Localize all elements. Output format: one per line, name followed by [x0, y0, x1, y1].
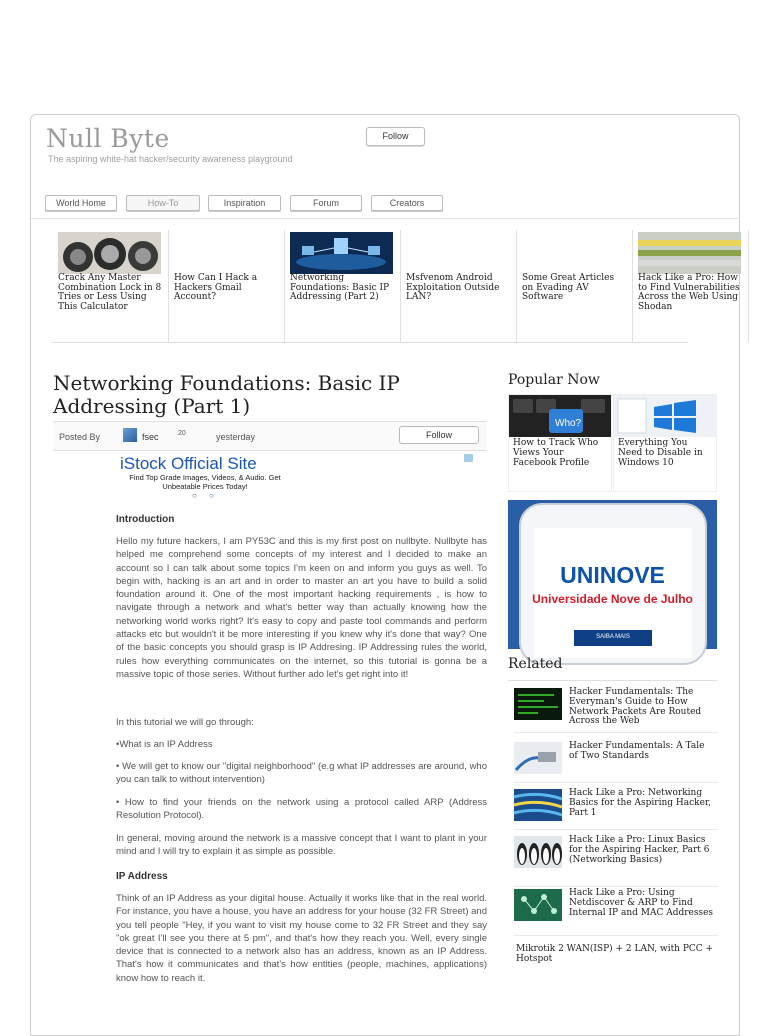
related-item[interactable] — [514, 742, 718, 783]
follow-site-button[interactable]: Follow — [366, 127, 425, 146]
strip-card[interactable] — [400, 230, 517, 342]
strip-card[interactable] — [632, 230, 749, 342]
nav-forum[interactable]: Forum — [290, 195, 362, 211]
nav-world-home[interactable]: World Home — [45, 195, 117, 211]
ad-pager-dots[interactable]: ○ ○ — [192, 491, 219, 500]
penguins-image — [514, 836, 562, 868]
strip-card-title: Hack Like a Pro: How to Find Vulnerabilities Across the Web Using Shodan — [638, 273, 740, 312]
strip-card-title: Msfvenom Android Exploitation Outside LAN? — [406, 273, 500, 303]
intro-paragraph: Hello my future hackers, I am PY53C and this is my first post on nullbyte. Nullbyte has helped me comprehend some concepts of my interest and I decided to make an account so I can talk about some topics I'm keen on and inform you guys as well. To begin with, hacking is an art and in order to master an art you have to build a solid foundation around it. One of the most important hacking requirements , is how to navigate through a network and what's better way than actually knowing how the networking world works right? It's easy to copy and paste tool commands and perform attacks etc but wouldn't it be more interesting if you knew why it's done that way? One of the basic concepts you should grasp is IP Addresing. IP Addressing rules the world, rules how everything communicates on the internet, so this tutorial is gonna be a massive topic of those series. Without further ado let's get right into it! — [116, 536, 487, 680]
article-meta — [53, 421, 487, 451]
bullet-item: • How to find your friends on the network using a protocol called ARP (Address Resolution Protocol). — [116, 797, 487, 822]
strip-card[interactable] — [168, 230, 285, 342]
author-name[interactable]: fsec — [142, 432, 159, 442]
nav-creators[interactable]: Creators — [371, 195, 443, 211]
uninove-subtitle: Universidade Nove de Julho — [532, 592, 693, 606]
ad-headline[interactable]: iStock Official Site — [120, 454, 257, 473]
svg-text:Who?: Who? — [555, 418, 582, 429]
ad-subline: Find Top Grade Images, Videos, & Audio. Get Unbeatable Prices Today! — [129, 473, 281, 491]
site-title[interactable]: Null Byte — [46, 124, 170, 153]
posted-by-label: Posted By — [59, 432, 101, 442]
section-heading: Introduction — [116, 514, 175, 525]
network-map-image — [514, 889, 562, 921]
combination-locks-thumbnail — [58, 232, 161, 274]
network-cables-thumbnail — [638, 232, 741, 274]
nav-how-to[interactable]: How-To — [126, 195, 200, 211]
strip-card-title: Some Great Articles on Evading AV Software — [522, 273, 615, 303]
istock-ad[interactable] — [115, 452, 477, 502]
tutorial-intro: In this tutorial we will go through: — [116, 717, 254, 728]
featured-strip — [52, 230, 740, 343]
popular-now-heading: Popular Now — [508, 372, 600, 388]
related-heading: Related — [508, 656, 563, 672]
strip-card[interactable] — [516, 230, 633, 342]
related-item-title: Hack Like a Pro: Linux Basics for the Aspiring Hacker, Part 6 (Networking Basics) — [569, 835, 710, 865]
network-cables-image — [514, 789, 562, 821]
author-avatar[interactable] — [123, 428, 137, 442]
popular-item[interactable] — [613, 394, 717, 492]
uninove-ad[interactable] — [508, 500, 717, 649]
uninove-cta[interactable]: SAIBA MAIS — [596, 634, 630, 640]
bullet-item: • We will get to know our "digital neighborhood" (e.g what IP addresses are around, who you can talk to without intervention) — [116, 761, 487, 786]
related-item-title: Hack Like a Pro: Networking Basics for the Aspiring Hacker, Part 1 — [569, 788, 712, 818]
strip-card-title: Networking Foundations: Basic IP Addressing (Part 2) — [290, 273, 390, 303]
strip-card-title: Crack Any Master Combination Lock in 8 Tries or Less Using This Calculator — [58, 273, 162, 312]
related-item[interactable] — [514, 789, 718, 830]
ip-paragraph: Think of an IP Address as your digital house. Actually it works like that in the real world. For instance, you have a house, you have an address for your house (32 FR Street) and you tell people "Hey, if you want to visit my house come to 32 FR Street and they say "ok great I'll see you there at 5 pm", and that's how they reach you. Well, every single device that is connected to a network also has an address, known as an IP Address. That's how it communicates and that's how entities (people, machines, applications) know how to reach it. — [116, 893, 487, 984]
popular-item-title: Everything You Need to Disable in Windows 10 — [618, 438, 703, 468]
section-heading: IP Address — [116, 871, 168, 882]
related-item[interactable] — [514, 836, 718, 887]
related-item[interactable] — [514, 688, 718, 733]
keyboard-who-key-image — [509, 395, 611, 437]
uninove-brand: UNINOVE — [560, 562, 665, 588]
network-diagram-thumbnail — [290, 232, 393, 274]
related-item-title: Hacker Fundamentals: The Everyman's Guide to How Network Packets Are Routed Across the Web — [569, 687, 702, 727]
related-item-title: Hacker Fundamentals: A Tale of Two Standards — [569, 741, 705, 761]
strip-card[interactable] — [284, 230, 401, 342]
general-paragraph: In general, moving around the network is a massive concept that I want to plant in your mind and I will try to explain it as simple as possible. — [116, 833, 487, 858]
related-item-text-only[interactable]: Mikrotik 2 WAN(ISP) + 2 LAN, with PCC + Hotspot — [516, 944, 714, 964]
author-score: 20 — [178, 430, 186, 437]
article-title: Networking Foundations: Basic IP Addressing (Part 1) — [53, 371, 400, 418]
ip-heading — [116, 870, 487, 883]
bullet-item: •What is an IP Address — [116, 739, 213, 750]
terminal-code-image — [514, 688, 562, 720]
windows-10-screen-image — [614, 395, 716, 437]
related-item-title: Hack Like a Pro: Using Netdiscover & ARP to Find Internal IP and MAC Addresses — [569, 888, 714, 918]
strip-card[interactable] — [52, 230, 169, 342]
intro-heading — [116, 513, 487, 526]
site-tagline: The aspiring white-hat hacker/security awareness playground — [48, 154, 293, 164]
follow-author-button[interactable]: Follow — [399, 426, 479, 444]
post-time: yesterday — [216, 432, 256, 442]
popular-item-title: How to Track Who Views Your Facebook Profile — [513, 438, 599, 468]
strip-card-title: How Can I Hack a Hackers Gmail Account? — [174, 273, 258, 303]
related-item[interactable] — [514, 889, 718, 936]
popular-item[interactable] — [508, 394, 612, 492]
ad-choices-icon[interactable] — [464, 454, 473, 462]
usb-cable-image — [514, 742, 562, 774]
nav-divider — [31, 218, 738, 219]
nav-inspiration[interactable]: Inspiration — [208, 195, 281, 211]
